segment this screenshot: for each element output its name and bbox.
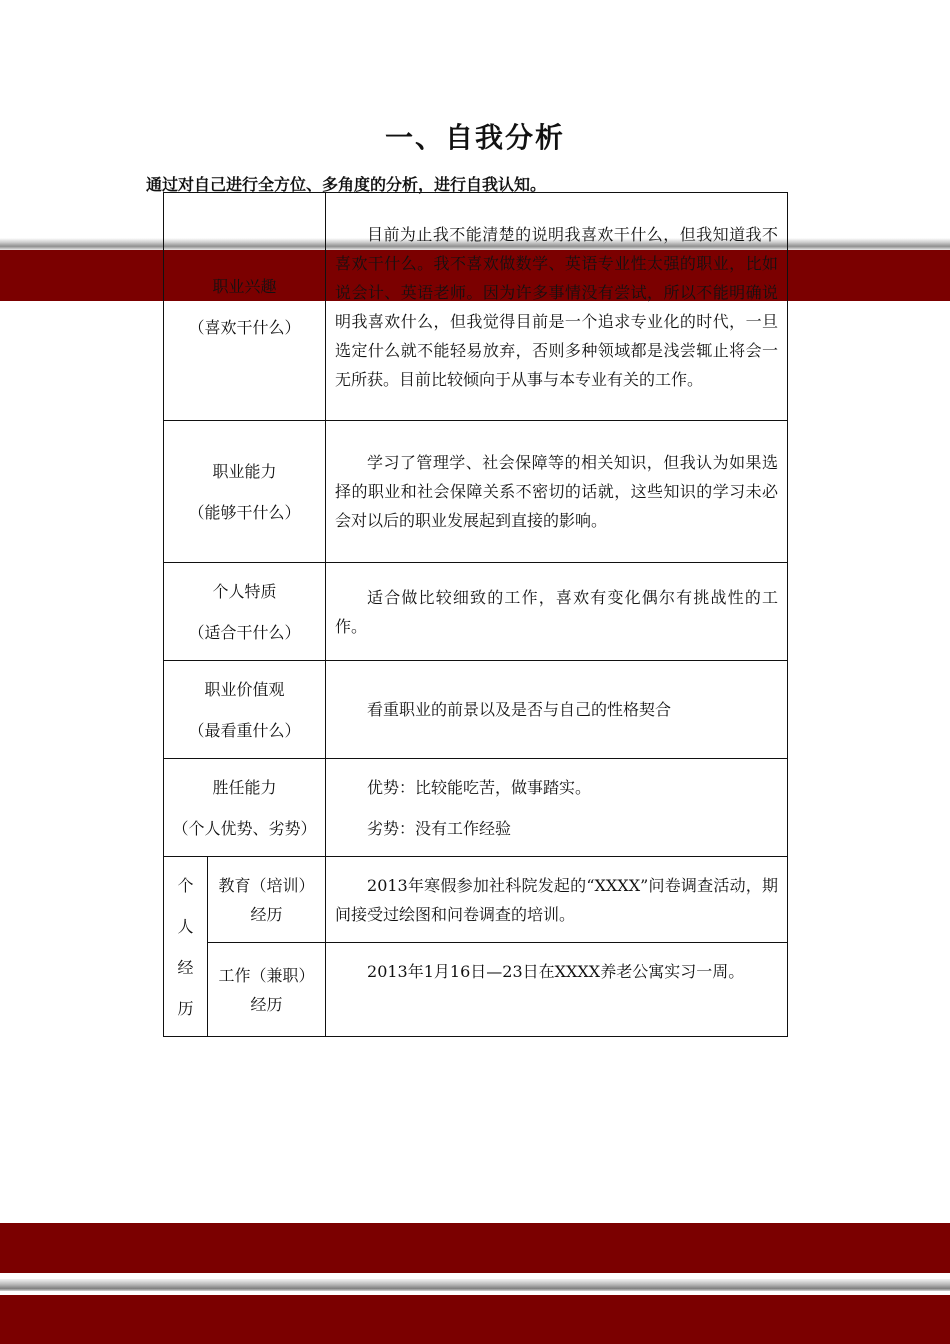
red-band-footer bbox=[0, 1295, 950, 1344]
table-row bbox=[164, 421, 788, 563]
experience-label: 教育（培训） 经历 bbox=[208, 857, 326, 943]
silver-stripe-bottom bbox=[0, 1279, 950, 1291]
table-row bbox=[164, 563, 788, 661]
row-content: 目前为止我不能清楚的说明我喜欢干什么，但我知道我不喜欢干什么。我不喜欢做数学、英语专业性太强的职业，比如说会计、英语老师。因为许多事情没有尝试，所以不能明确说明我喜欢什么，但我觉得目前是一个追求专业化的时代，一旦选定什么就不能轻易放弃，否则多种领域都是浅尝辄止将会一无所获。目前比较倾向于从事与本专业有关的工作。 bbox=[326, 193, 788, 421]
row-label: 职业能力 （能够干什么） bbox=[164, 421, 326, 563]
row-label: 职业价值观 （最看重什么） bbox=[164, 661, 326, 759]
red-band-bottom bbox=[0, 1223, 950, 1273]
self-analysis-table bbox=[163, 192, 788, 1037]
row-content: 看重职业的前景以及是否与自己的性格契合 bbox=[326, 661, 788, 759]
experience-content: 2013年寒假参加社科院发起的“XXXX”问卷调查活动，期间接受过绘图和问卷调查的培训。 bbox=[326, 857, 788, 943]
row-content: 优势：比较能吃苦，做事踏实。 劣势：没有工作经验 bbox=[326, 759, 788, 857]
row-label: 胜任能力 （个人优势、劣势） bbox=[164, 759, 326, 857]
experience-content: 2013年1月16日—23日在XXXX养老公寓实习一周。 bbox=[326, 943, 788, 1037]
table-row bbox=[164, 943, 788, 1037]
experience-group-label: 个 人 经 历 bbox=[164, 857, 208, 1037]
row-content: 适合做比较细致的工作，喜欢有变化偶尔有挑战性的工作。 bbox=[326, 563, 788, 661]
table-row bbox=[164, 759, 788, 857]
row-label: 个人特质 （适合干什么） bbox=[164, 563, 326, 661]
intro-text: 通过对自己进行全方位、多角度的分析，进行自我认知。 bbox=[146, 175, 547, 194]
table-row bbox=[164, 661, 788, 759]
experience-label: 工作（兼职） 经历 bbox=[208, 943, 326, 1037]
page-title: 一、自我分析 bbox=[384, 121, 565, 154]
table-row bbox=[164, 193, 788, 421]
row-label: 职业兴趣 （喜欢干什么） bbox=[164, 193, 326, 421]
row-content: 学习了管理学、社会保障等的相关知识，但我认为如果选择的职业和社会保障关系不密切的话就，这些知识的学习未必会对以后的职业发展起到直接的影响。 bbox=[326, 421, 788, 563]
table-row bbox=[164, 857, 788, 943]
